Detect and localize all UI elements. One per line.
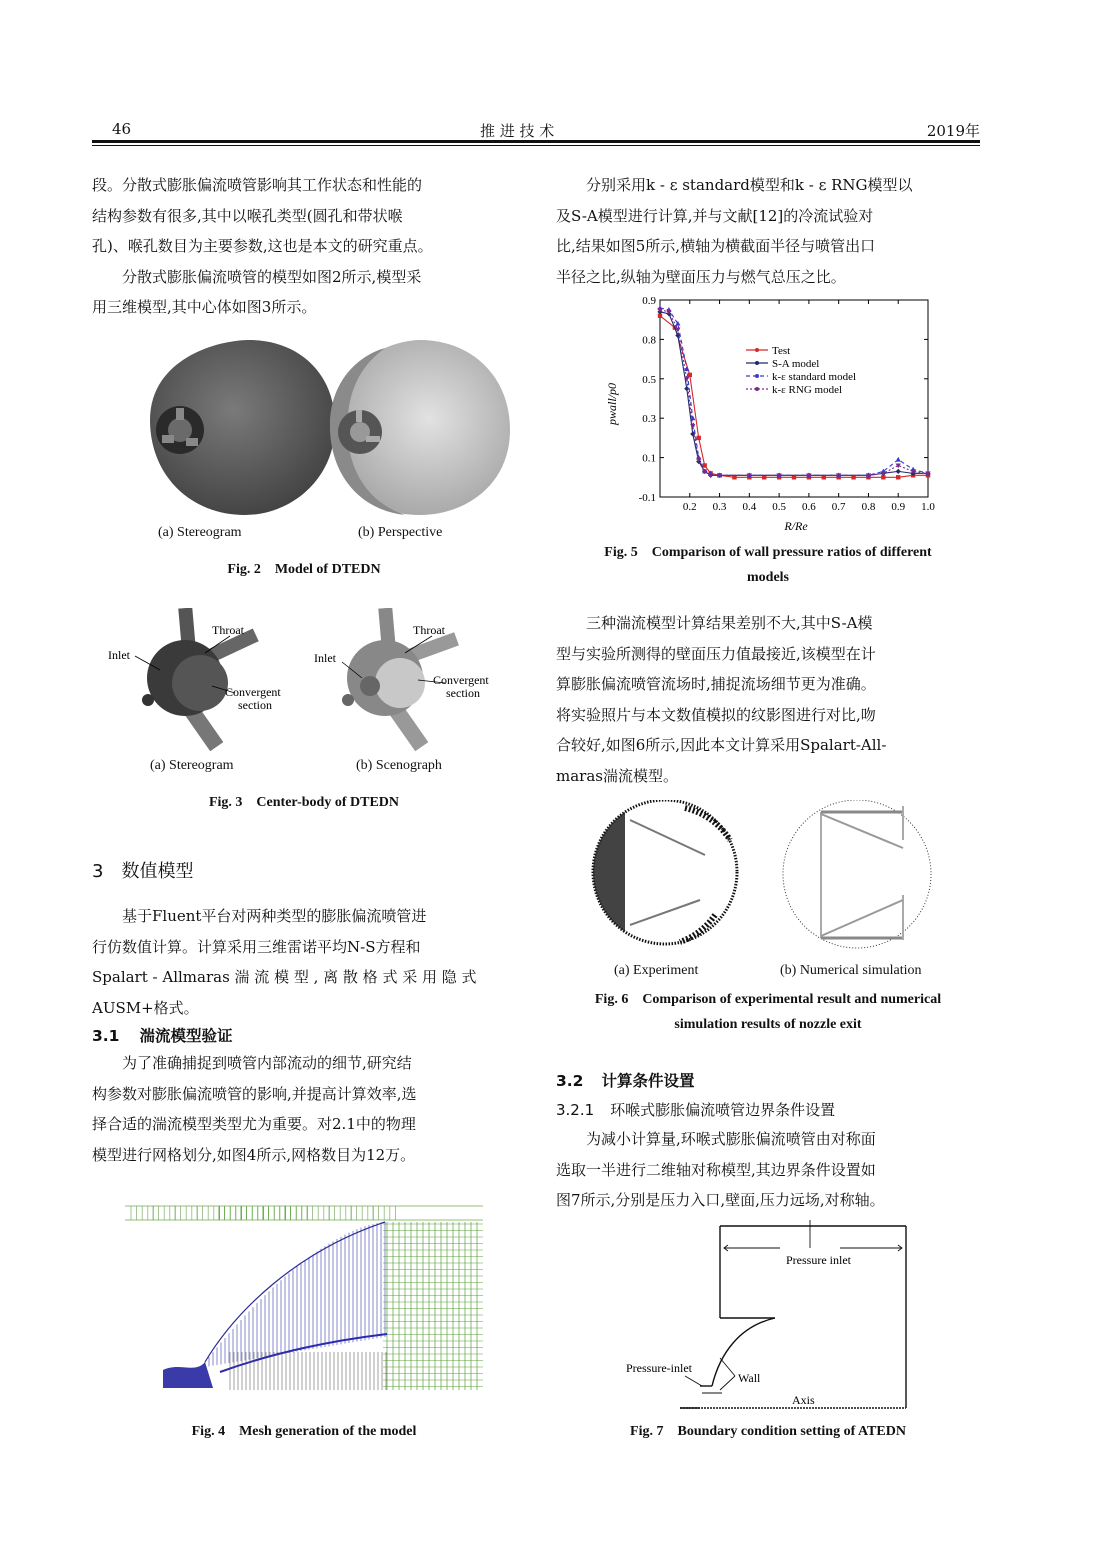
fig3b-convergent-label: Convergent (433, 673, 489, 687)
fig4-mesh-image (125, 1202, 483, 1392)
caption-line: Fig. 5 Comparison of wall pressure ratios of different (604, 545, 932, 560)
text-line: 比,结果如图5所示,横轴为横截面半径与喷管出口 (556, 237, 876, 255)
text-line: 结构参数有很多,其中以喉孔类型(圆孔和带状喉 (92, 206, 403, 225)
chart-xlabel: R/Re (784, 519, 808, 533)
data-point (896, 457, 901, 462)
x-tick-label: 1.0 (921, 501, 935, 513)
text-line: 基于Fluent平台对两种类型的膨胀偏流喷管进 (92, 907, 427, 925)
x-tick-label: 0.2 (682, 501, 697, 513)
section-3-2-1-heading (556, 1099, 835, 1120)
data-point (896, 469, 901, 474)
legend-label: k-ε RNG model (772, 384, 843, 396)
fig7-boundary-diagram (620, 1218, 920, 1413)
section-3-paragraph (92, 901, 516, 1023)
section-number: 3.2 (556, 1072, 584, 1090)
section-3-2-1-paragraph (556, 1124, 980, 1216)
schlieren-simulation (783, 800, 931, 948)
pressure-inlet-left-label: Pressure-inlet (626, 1361, 692, 1375)
y-tick-label: 0.5 (642, 373, 656, 386)
text-line: 分别采用k - ε standard模型和k - ε RNG模型以 (556, 176, 913, 194)
data-point (684, 386, 689, 391)
x-tick-label: 0.6 (802, 501, 816, 513)
caption-line: simulation results of nozzle exit (674, 1017, 862, 1032)
text-line: 及S-A模型进行计算,并与文献[12]的冷流试验对 (556, 206, 874, 225)
fig3-sub-a: (a) Stereogram (150, 758, 234, 773)
fig6-sub-b: (b) Numerical simulation (780, 963, 922, 978)
fig3b-section-label: section (446, 686, 480, 700)
section-3-heading (92, 857, 193, 883)
fig6-caption (556, 987, 980, 1037)
text-line: 合较好,如图6所示,因此本文计算采用Spalart-All- (556, 736, 887, 754)
caption-line: models (747, 570, 789, 585)
text-line: 构参数对膨胀偏流喷管的影响,并提高计算效率,选 (92, 1084, 417, 1103)
header-rule-thin (92, 145, 980, 146)
section-number: 3.1 (92, 1027, 120, 1045)
fig6-images (585, 800, 945, 950)
data-point (697, 436, 701, 440)
text-line: maras湍流模型。 (556, 766, 678, 785)
text-line: 模型进行网格划分,如图4所示,网格数目为12万。 (92, 1145, 416, 1164)
wall-label: Wall (738, 1371, 761, 1385)
text-line: AUSM+格式。 (92, 998, 199, 1017)
x-tick-label: 0.8 (861, 501, 876, 513)
section-number: 3.2.1 (556, 1101, 595, 1119)
text-line: 孔)、喉孔数目为主要参数,这也是本文的研究重点。 (92, 237, 433, 255)
legend-label: Test (772, 345, 791, 357)
header-rule (92, 140, 980, 143)
section-title: 计算条件设置 (601, 1072, 695, 1090)
text-line: 选取一半进行二维轴对称模型,其边界条件设置如 (556, 1160, 876, 1179)
pressure-inlet-top-label: Pressure inlet (786, 1253, 851, 1267)
x-tick-label: 0.5 (772, 501, 786, 513)
mesh-lines (125, 1206, 483, 1390)
fig6-sub-a: (a) Experiment (614, 963, 699, 978)
text-line: 三种湍流模型计算结果差别不大,其中S-A模 (556, 614, 873, 632)
y-tick-label: 0.1 (642, 452, 656, 465)
x-tick-label: 0.3 (712, 501, 727, 513)
fig2-caption: Fig. 2 Model of DTEDN (227, 562, 381, 577)
dome-stereogram (150, 340, 335, 515)
text-line: 用三维模型,其中心体如图3所示。 (92, 298, 317, 316)
caption-line: Fig. 6 Comparison of experimental result and numerical (594, 992, 942, 1007)
legend-label: S-A model (772, 358, 820, 370)
axis-label: Axis (792, 1393, 815, 1407)
text-line: 图7所示,分别是压力入口,壁面,压力远场,对称轴。 (556, 1191, 885, 1209)
text-line: 段。分散式膨胀偏流喷管影响其工作状态和性能的 (92, 176, 423, 194)
text-line: 择合适的湍流模型类型尤为重要。对2.1中的物理 (92, 1115, 416, 1133)
y-tick-label: -0.1 (638, 492, 656, 504)
fig3a-inlet-label: Inlet (108, 648, 130, 662)
text-line: 型与实验所测得的壁面压力值最接近,该模型在计 (556, 644, 876, 663)
x-tick-label: 0.7 (831, 501, 846, 513)
text-line: 算膨胀偏流喷管流场时,捕捉流场细节更为准确。 (556, 675, 876, 693)
fig5-caption (556, 540, 980, 590)
fig3a-throat-label: Throat (212, 623, 244, 637)
legend-marker (755, 374, 759, 378)
section-title: 湍流模型验证 (139, 1027, 233, 1045)
section-title: 环喉式膨胀偏流喷管边界条件设置 (610, 1101, 836, 1119)
text-line: 分散式膨胀偏流喷管的模型如图2所示,模型采 (92, 267, 422, 286)
text-line: 半径之比,纵轴为壁面压力与燃气总压之比。 (556, 267, 846, 286)
data-point (896, 475, 900, 479)
section-3-1-heading (92, 1024, 232, 1046)
section-3-2-heading (556, 1069, 694, 1091)
x-tick-label: 0.4 (742, 501, 757, 513)
fig3-caption: Fig. 3 Center-body of DTEDN (208, 795, 400, 810)
data-point (690, 424, 695, 429)
text-line: 行仿数值计算。计算采用三维雷诺平均N-S方程和 (92, 937, 421, 956)
right-paragraph-2 (556, 608, 980, 791)
text-line: 将实验照片与本文数值模拟的纹影图进行对比,吻 (556, 705, 876, 724)
legend-label: k-ε standard model (772, 371, 857, 383)
dome-perspective (330, 340, 510, 515)
fig4-caption: Fig. 4 Mesh generation of the model (191, 1424, 417, 1439)
chart-ylabel: pwall/p0 (605, 382, 619, 426)
y-tick-label: 0.3 (642, 413, 656, 426)
y-tick-label: 0.8 (642, 334, 656, 347)
legend-marker (755, 361, 759, 365)
schlieren-experiment (593, 800, 737, 944)
series-line (660, 316, 928, 478)
y-tick-label: 0.9 (642, 295, 656, 307)
text-line: 为了准确捕捉到喷管内部流动的细节,研究结 (92, 1054, 412, 1072)
fig7-caption: Fig. 7 Boundary condition setting of ATEDN (630, 1424, 906, 1439)
section-title: 数值模型 (121, 861, 194, 882)
fig5-chart (598, 292, 948, 538)
section-3-1-paragraph (92, 1048, 516, 1170)
right-intro-paragraph (556, 170, 980, 292)
fig3-images (100, 608, 510, 756)
fig3a-section-label: section (238, 698, 272, 712)
plot-frame (660, 300, 928, 497)
journal-name: 推 进 技 术 (480, 122, 555, 140)
fig2-images (120, 340, 520, 520)
legend-marker (755, 348, 759, 352)
section-number: 3 (92, 861, 104, 882)
fig3-sub-b: (b) Scenograph (356, 758, 442, 773)
fig3b-throat-label: Throat (413, 623, 445, 637)
fig2-sub-b: (b) Perspective (358, 525, 443, 540)
text-line: Spalart - Allmaras 湍 流 模 型 , 离 散 格 式 采 用 隐 式 (92, 968, 477, 986)
page-number: 46 (112, 120, 132, 138)
year: 2019年 (926, 122, 980, 140)
fig2-sub-a: (a) Stereogram (158, 525, 242, 540)
text-line: 为减小计算量,环喉式膨胀偏流喷管由对称面 (556, 1130, 876, 1148)
fig3a-convergent-label: Convergent (225, 685, 281, 699)
legend-marker (755, 387, 759, 391)
fig3b-inlet-label: Inlet (314, 651, 336, 665)
left-intro-paragraph (92, 170, 516, 323)
x-tick-label: 0.9 (891, 501, 906, 513)
